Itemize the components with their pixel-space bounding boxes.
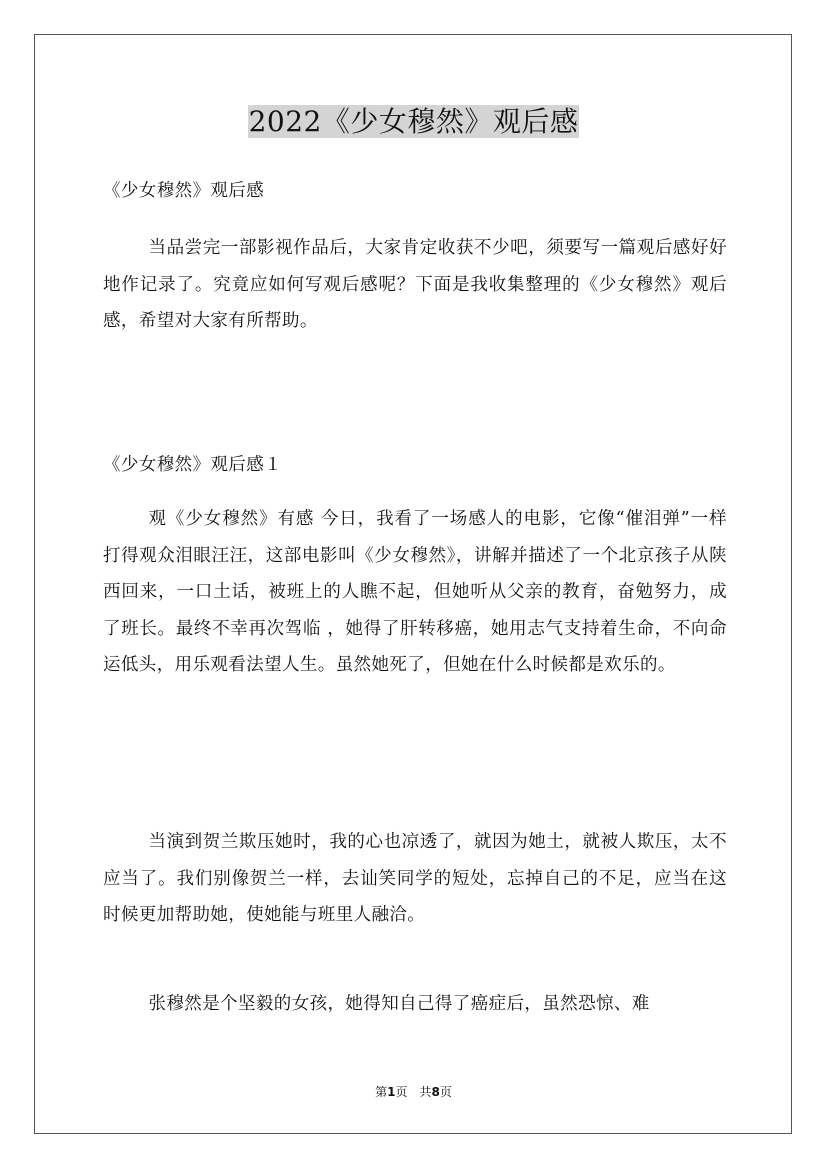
page-footer [0, 1083, 827, 1100]
page-prefix: 第 [375, 1085, 388, 1099]
section-1-heading: 《少女穆然》观后感１ [103, 455, 282, 475]
page-current: 1 [387, 1085, 396, 1099]
section-1-body [103, 501, 727, 684]
document-title: 2022《少女穆然》观后感 [248, 105, 579, 138]
section-1 [103, 447, 727, 484]
intro-paragraph-block [103, 230, 727, 340]
intro-block [103, 173, 727, 210]
intro-paragraph: 当品尝完一部影视作品后，大家肯定收获不少吧，须要写一篇观后感好好地作记录了。究竟应如何写观后感呢？下面是我收集整理的《少女穆然》观后感，希望对大家有所帮助。 [103, 238, 727, 331]
page-mid: 页 共 [395, 1085, 432, 1099]
document-title-wrap [0, 102, 827, 142]
paragraph: 当演到贺兰欺压她时，我的心也凉透了，就因为她土，就被人欺压，太不应当了。我们别像贺兰一样，去讪笑同学的短处，忘掉自己的不足，应当在这时候更加帮助她，使她能与班里人融洽。 [103, 832, 727, 925]
subtitle: 《少女穆然》观后感 [103, 181, 265, 201]
paragraph: 张穆然是个坚毅的女孩，她得知自己得了癌症后，虽然恐惊、难 [148, 994, 650, 1014]
section-1-body-2 [103, 824, 727, 934]
page-suffix: 页 [439, 1085, 452, 1099]
section-1-body-3 [103, 986, 727, 1023]
paragraph: 观《少女穆然》有感 今日，我看了一场感人的电影，它像“催泪弹”一样打得观众泪眼汪汪，这部电影叫《少女穆然》，讲解并描述了一个北京孩子从陕西回来，一口土话，被班上的人瞧不起，但她听从父亲的教育，奋勉努力，成了班长。最终不幸再次驾临 ，她得了肝转移癌，她用志气支持着生命，不向命运低头，用乐观看法望人生。虽然她死了，但她在什么时候都是欢乐的。 [103, 509, 727, 675]
page-total: 8 [431, 1085, 440, 1099]
